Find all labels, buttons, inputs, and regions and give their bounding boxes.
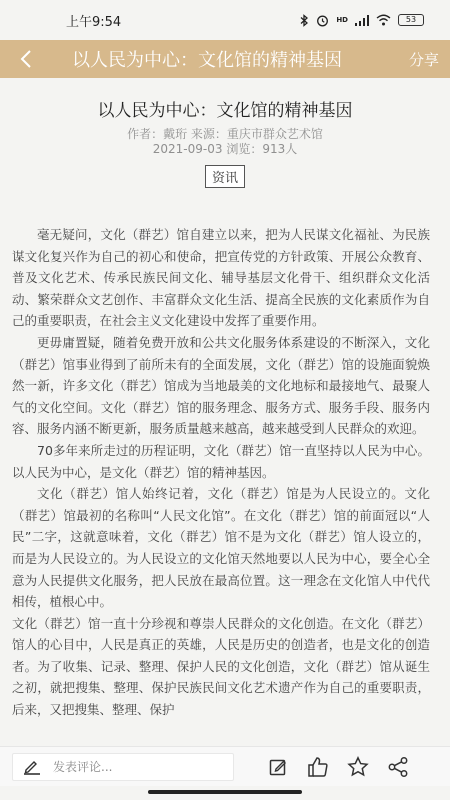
- status-time: 上午9:54: [66, 14, 122, 30]
- edit-icon: [268, 757, 288, 777]
- home-indicator[interactable]: [148, 790, 302, 794]
- status-bar: [0, 0, 450, 40]
- status-icons: [300, 14, 424, 27]
- like-button[interactable]: [298, 747, 338, 787]
- alarm-icon: [316, 14, 329, 27]
- chevron-left-icon: [20, 49, 32, 69]
- battery-level: 53: [405, 15, 417, 24]
- pen-icon: [23, 759, 41, 775]
- edit-comment-button[interactable]: [258, 747, 298, 787]
- back-button[interactable]: [0, 40, 52, 78]
- article-title: 以人民为中心：文化馆的精神基因: [97, 101, 353, 121]
- nav-title: 以人民为中心：文化馆的精神基因: [72, 50, 342, 71]
- share-icon-button[interactable]: [378, 747, 418, 787]
- star-icon: [347, 756, 369, 778]
- bottom-bar: [0, 746, 450, 786]
- wifi-icon: [376, 14, 391, 26]
- article-paragraph: 更毋庸置疑，随着免费开放和公共文化服务体系建设的不断深入，文化（群艺）馆事业得到了前所未有的全面发展，文化（群艺）馆的设施面貌焕然一新，许多文化（群艺）馆成为当地最美的文化地标和最接地气、最聚人气的文化空间。文化（群艺）馆的服务理念、服务方式、服务手段、服务内容、服务内涵不断更新，服务质量越来越高，越来越受到人民群众的欢迎。: [12, 334, 430, 437]
- article-paragraph: 毫无疑问，文化（群艺）馆自建立以来，把为人民谋文化福祉、为民族谋文化复兴作为自己的初心和使命，把宣传党的方针政策、开展公众教育、普及文化艺术、传承民族民间文化、辅导基层文化骨干、组织群众文化活动、繁荣群众文艺创作、丰富群众文化生活、提高全民族的文化素质作为自己的重要职责，在社会主义文化建设中发挥了重要作用。: [12, 227, 430, 329]
- signal-label: HD: [336, 16, 348, 24]
- comment-input[interactable]: [12, 753, 234, 781]
- comment-placeholder: 发表评论...: [53, 760, 113, 774]
- battery-icon: [398, 14, 424, 26]
- favorite-button[interactable]: [338, 747, 378, 787]
- article-paragraph: 文化（群艺）馆一直十分珍视和尊崇人民群众的文化创造。在文化（群艺）馆人的心目中，人民是真正的英雄，人民是历史的创造者，也是文化的创造者。为了收集、记录、整理、保护人民的文化创造，文化（群艺）馆从诞生之初，就把搜集、整理、保护民族民间文化艺术遗产作为自己的重要职责，后来，又把搜集、整理、保护: [12, 615, 430, 718]
- signal-icon: [355, 15, 369, 26]
- category-tag[interactable]: 资讯: [205, 165, 245, 188]
- article-content[interactable]: [0, 78, 450, 746]
- share-icon: [387, 756, 409, 778]
- author-line: 作者：戴珩 来源：重庆市群众艺术馆: [127, 127, 323, 141]
- date-line: 2021-09-03 浏览：913人: [152, 142, 298, 156]
- article-body: [0, 188, 450, 721]
- share-button[interactable]: 分享: [408, 50, 439, 69]
- article-paragraph: 文化（群艺）馆人始终记着，文化（群艺）馆是为人民设立的。文化（群艺）馆最初的名称叫“人民文化馆”。在文化（群艺）馆的前面冠以“人民”二字，这就意味着，文化（群艺）馆不是为文化（群艺）馆人设立的，而是为人民设立的。为人民设立的文化馆天然地要以人民为中心，要全心全意为人民提供文化服务，把人民放在最高位置。这一理念在文化馆人中代代相传，植根心中。: [12, 486, 430, 610]
- article-paragraph: 70多年来所走过的历程证明，文化（群艺）馆一直坚持以人民为中心。以人民为中心，是文化（群艺）馆的精神基因。: [12, 442, 430, 480]
- nav-bar: [0, 40, 450, 78]
- bluetooth-icon: [300, 14, 309, 27]
- article-meta: [0, 127, 450, 157]
- thumbs-up-icon: [307, 756, 329, 778]
